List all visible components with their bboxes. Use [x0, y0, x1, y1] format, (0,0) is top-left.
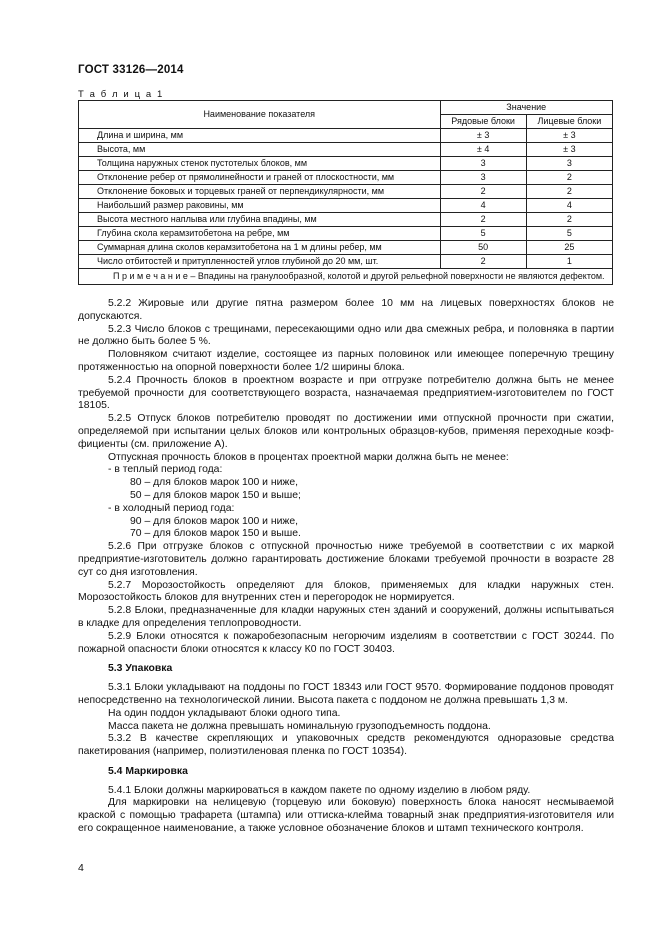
table-row [79, 255, 613, 269]
paragraph: 5.3.2 В качестве скрепляющих и упаковочных средств рекомендуются одноразовые средства пакетирования (например, полиэтиленовая пленка по ГОСТ 10354). [78, 733, 614, 758]
paragraph: 5.2.5 Отпуск блоков потребителю проводят по достижении ими отпускной прочности при сжатии, определяемой при испытании целых блоков или контрольных образцов-кубов, применяя переходные коэф-фициенты (см. приложение А). [78, 413, 614, 450]
indicator-name: Наибольший размер раковины, мм [79, 199, 441, 213]
paragraph: 5.2.3 Число блоков с трещинами, пересекающими одно или два смежных ребра, и половняка в партии не должно быть более 5 %. [78, 323, 614, 348]
value-facing: 1 [526, 255, 612, 269]
paragraph: 5.2.8 Блоки, предназначенные для кладки наружных стен зданий и сооружений, должны испытываться в кладке для определения теплопроводности. [78, 605, 614, 629]
table-row [79, 129, 613, 143]
table-note: П р и м е ч а н и е – Впадины на гранулообразной, колотой и другой рельефной поверхности не являются дефектом. [79, 269, 613, 285]
header-value: Значение [440, 101, 613, 115]
indicator-name: Число отбитостей и притупленностей углов глубиной до 20 мм, шт. [79, 255, 441, 269]
paragraph: 5.2.7 Морозостойкость определяют для блоков, применяемых для кладки наружных стен. Морозостойкость блоков для внутренних стен и перегородок не нормируется. [78, 579, 614, 604]
value-ordinary: 4 [440, 199, 526, 213]
paragraph: 5.2.2 Жировые или другие пятна размером более 10 мм на лицевых поверхностях блоков не допускаются. [78, 298, 614, 322]
header-facing-blocks: Лицевые блоки [526, 115, 612, 129]
value-ordinary: 2 [440, 213, 526, 227]
value-ordinary: ± 4 [440, 143, 526, 157]
value-facing: 2 [526, 185, 612, 199]
list-item: 80 – для блоков марок 100 и ниже, [130, 477, 299, 489]
list-item: 90 – для блоков марок 100 и ниже, [130, 515, 299, 527]
value-facing: ± 3 [526, 143, 612, 157]
section-heading-marking: 5.4 Маркировка [108, 765, 188, 777]
indicator-name: Отклонение боковых и торцевых граней от перпендикулярности, мм [79, 185, 441, 199]
list-item: 70 – для блоков марок 150 и выше. [130, 528, 301, 540]
table-row [79, 157, 613, 171]
value-ordinary: 3 [440, 157, 526, 171]
indicator-name: Толщина наружных стенок пустотелых блоков, мм [79, 157, 441, 171]
document-code: ГОСТ 33126—2014 [78, 64, 184, 76]
table-row [79, 213, 613, 227]
value-ordinary: ± 3 [440, 129, 526, 143]
table-note-row [79, 269, 613, 285]
value-facing: 25 [526, 241, 612, 255]
value-ordinary: 2 [440, 255, 526, 269]
paragraph: 5.4.1 Блоки должны маркироваться в каждом пакете по одному изделию в любом ряду. [108, 784, 531, 796]
indicator-name: Высота, мм [79, 143, 441, 157]
page-number: 4 [78, 862, 84, 874]
indicator-name: Отклонение ребер от прямолинейности и граней от плоскостности, мм [79, 171, 441, 185]
list-item: 50 – для блоков марок 150 и выше; [130, 489, 301, 501]
table-row [79, 185, 613, 199]
value-ordinary: 5 [440, 227, 526, 241]
value-facing: 3 [526, 157, 612, 171]
value-facing: 4 [526, 199, 612, 213]
list-item: - в холодный период года: [108, 502, 235, 514]
section-heading-packaging: 5.3 Упаковка [108, 663, 173, 675]
paragraph: 5.2.4 Прочность блоков в проектном возрасте и при отгрузке потребителю должна быть не менее требуемой прочности для соответствующего возраста, назначаемая предприятием-изготовителем по ГОСТ 18105. [78, 374, 614, 412]
indicator-name: Глубина скола керамзитобетона на ребре, мм [79, 227, 441, 241]
indicators-table [78, 100, 613, 285]
value-facing: 5 [526, 227, 612, 241]
table-row [79, 143, 613, 157]
value-facing: 2 [526, 213, 612, 227]
list-item: - в теплый период года: [108, 464, 223, 476]
paragraph: 5.3.1 Блоки укладывают на поддоны по ГОСТ 18343 или ГОСТ 9570. Формирование поддонов проводят непосредственно на технологической линии. Высота пакета с поддоном не должна превышать 1,3 м. [78, 682, 614, 706]
value-ordinary: 2 [440, 185, 526, 199]
paragraph: Отпускная прочность блоков в процентах проектной марки должна быть не менее: [108, 451, 509, 463]
header-ordinary-blocks: Рядовые блоки [440, 115, 526, 129]
paragraph: 5.2.6 При отгрузке блоков с отпускной прочностью ниже требуемой в соответствии с их маркой предприятие-изготовитель должно гарантировать достижение блоками требуемой прочности в возрасте 28 сут со дня изготовления. [78, 541, 614, 578]
table-row [79, 171, 613, 185]
value-ordinary: 3 [440, 171, 526, 185]
paragraph: Для маркировки на нелицевую (торцевую или боковую) поверхность блока наносят несмываемой краской с помощью трафарета (штампа) или оттиска-клейма товарный знак предприятия-изготовителя или его сокращенное наименование, а также условное обозначение блоков и штамп технического контроля. [78, 797, 614, 835]
paragraph: Масса пакета не должна превышать номинальную грузоподъемность поддона. [108, 720, 491, 732]
indicator-name: Суммарная длина сколов керамзитобетона на 1 м длины ребер, мм [79, 241, 441, 255]
indicator-name: Длина и ширина, мм [79, 129, 441, 143]
table-row [79, 199, 613, 213]
value-facing: ± 3 [526, 129, 612, 143]
paragraph: Половняком считают изделие, состоящее из парных половинок или имеющее поперечную трещину протяженностью на опорной поверхности более 1/2 ширины блока. [78, 349, 614, 373]
indicator-name: Высота местного наплыва или глубина впадины, мм [79, 213, 441, 227]
value-ordinary: 50 [440, 241, 526, 255]
table-row [79, 241, 613, 255]
table-caption: Т а б л и ц а 1 [78, 89, 164, 100]
document-body [78, 298, 614, 836]
value-facing: 2 [526, 171, 612, 185]
header-name: Наименование показателя [79, 101, 441, 129]
table-header-row [79, 101, 613, 115]
paragraph: 5.2.9 Блоки относятся к пожаробезопасным негорючим изделиям в соответствии с ГОСТ 30244. По пожарной опасности блоки относятся к классу К0 по ГОСТ 30403. [78, 630, 614, 655]
paragraph: На один поддон укладывают блоки одного типа. [108, 707, 341, 719]
table-row [79, 227, 613, 241]
